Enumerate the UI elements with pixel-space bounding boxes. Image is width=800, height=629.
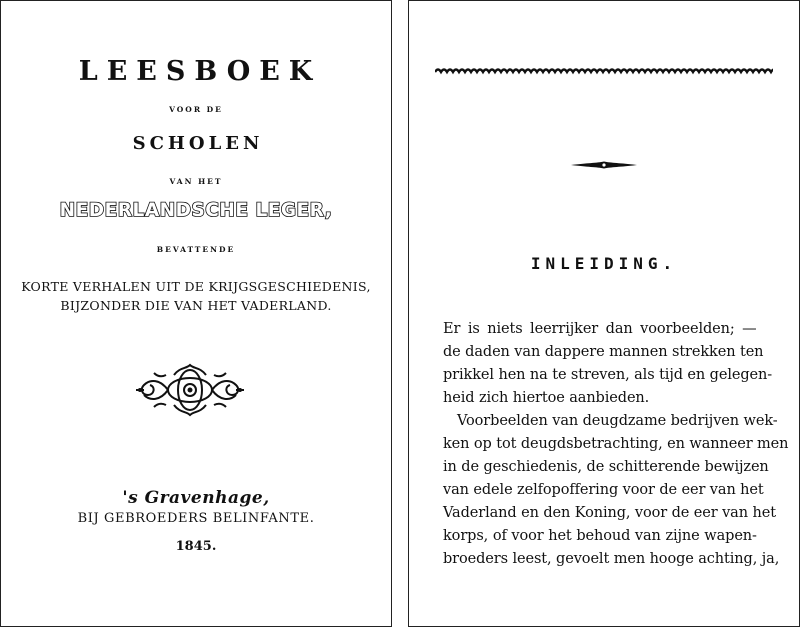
body-line: Voorbeelden van deugdzame bedrijven wek- (457, 413, 778, 429)
ornament-icon (134, 361, 246, 419)
body-line: Er is niets leerrijker dan voorbeelden; — (443, 321, 757, 337)
body-line: korps, of voor het behoud van zijne wapen- (443, 528, 757, 544)
subtitle-line-1: KORTE VERHALEN UIT DE KRIJGSGESCHIEDENIS, (21, 279, 371, 294)
left-page (0, 0, 392, 627)
voor-de-text: VOOR DE (169, 105, 223, 114)
zigzag-border-icon (435, 67, 773, 77)
body-line: ken op tot deugdsbetrachting, en wanneer men (443, 436, 789, 452)
scholen-text: SCHOLEN (132, 133, 264, 154)
body-line: Vaderland en den Koning, voor de eer van het (443, 505, 776, 521)
book-title: LEESBOEK (78, 56, 322, 87)
place-name: 's Gravenhage, (122, 488, 270, 508)
chapter-heading: INLEIDING. (530, 254, 678, 273)
body-line: prikkel hen na te streven, als tijd en gelegen- (443, 367, 773, 383)
subtitle-line-2: BIJZONDER DIE VAN HET VADERLAND. (60, 298, 332, 313)
body-line: in de geschiedenis, de schitterende bewijzen (443, 459, 769, 475)
body-line: heid zich hiertoe aanbieden. (443, 390, 650, 406)
publisher-text: BIJ GEBROEDERS BELINFANTE. (77, 511, 315, 526)
right-page (408, 0, 800, 627)
publication-year: 1845. (175, 539, 217, 554)
bevattende-text: BEVATTENDE (156, 245, 236, 254)
small-ornament-icon (569, 161, 639, 169)
van-het-text: VAN HET (169, 177, 223, 186)
body-line: van edele zelfopoffering voor de eer van het (443, 482, 764, 498)
leger-heading: NEDERLANDSCHE LEGER, (59, 200, 333, 221)
body-line: de daden van dappere mannen strekken ten (443, 344, 764, 360)
body-line: broeders leest, gevoelt men hooge achting, ja, (443, 551, 780, 567)
